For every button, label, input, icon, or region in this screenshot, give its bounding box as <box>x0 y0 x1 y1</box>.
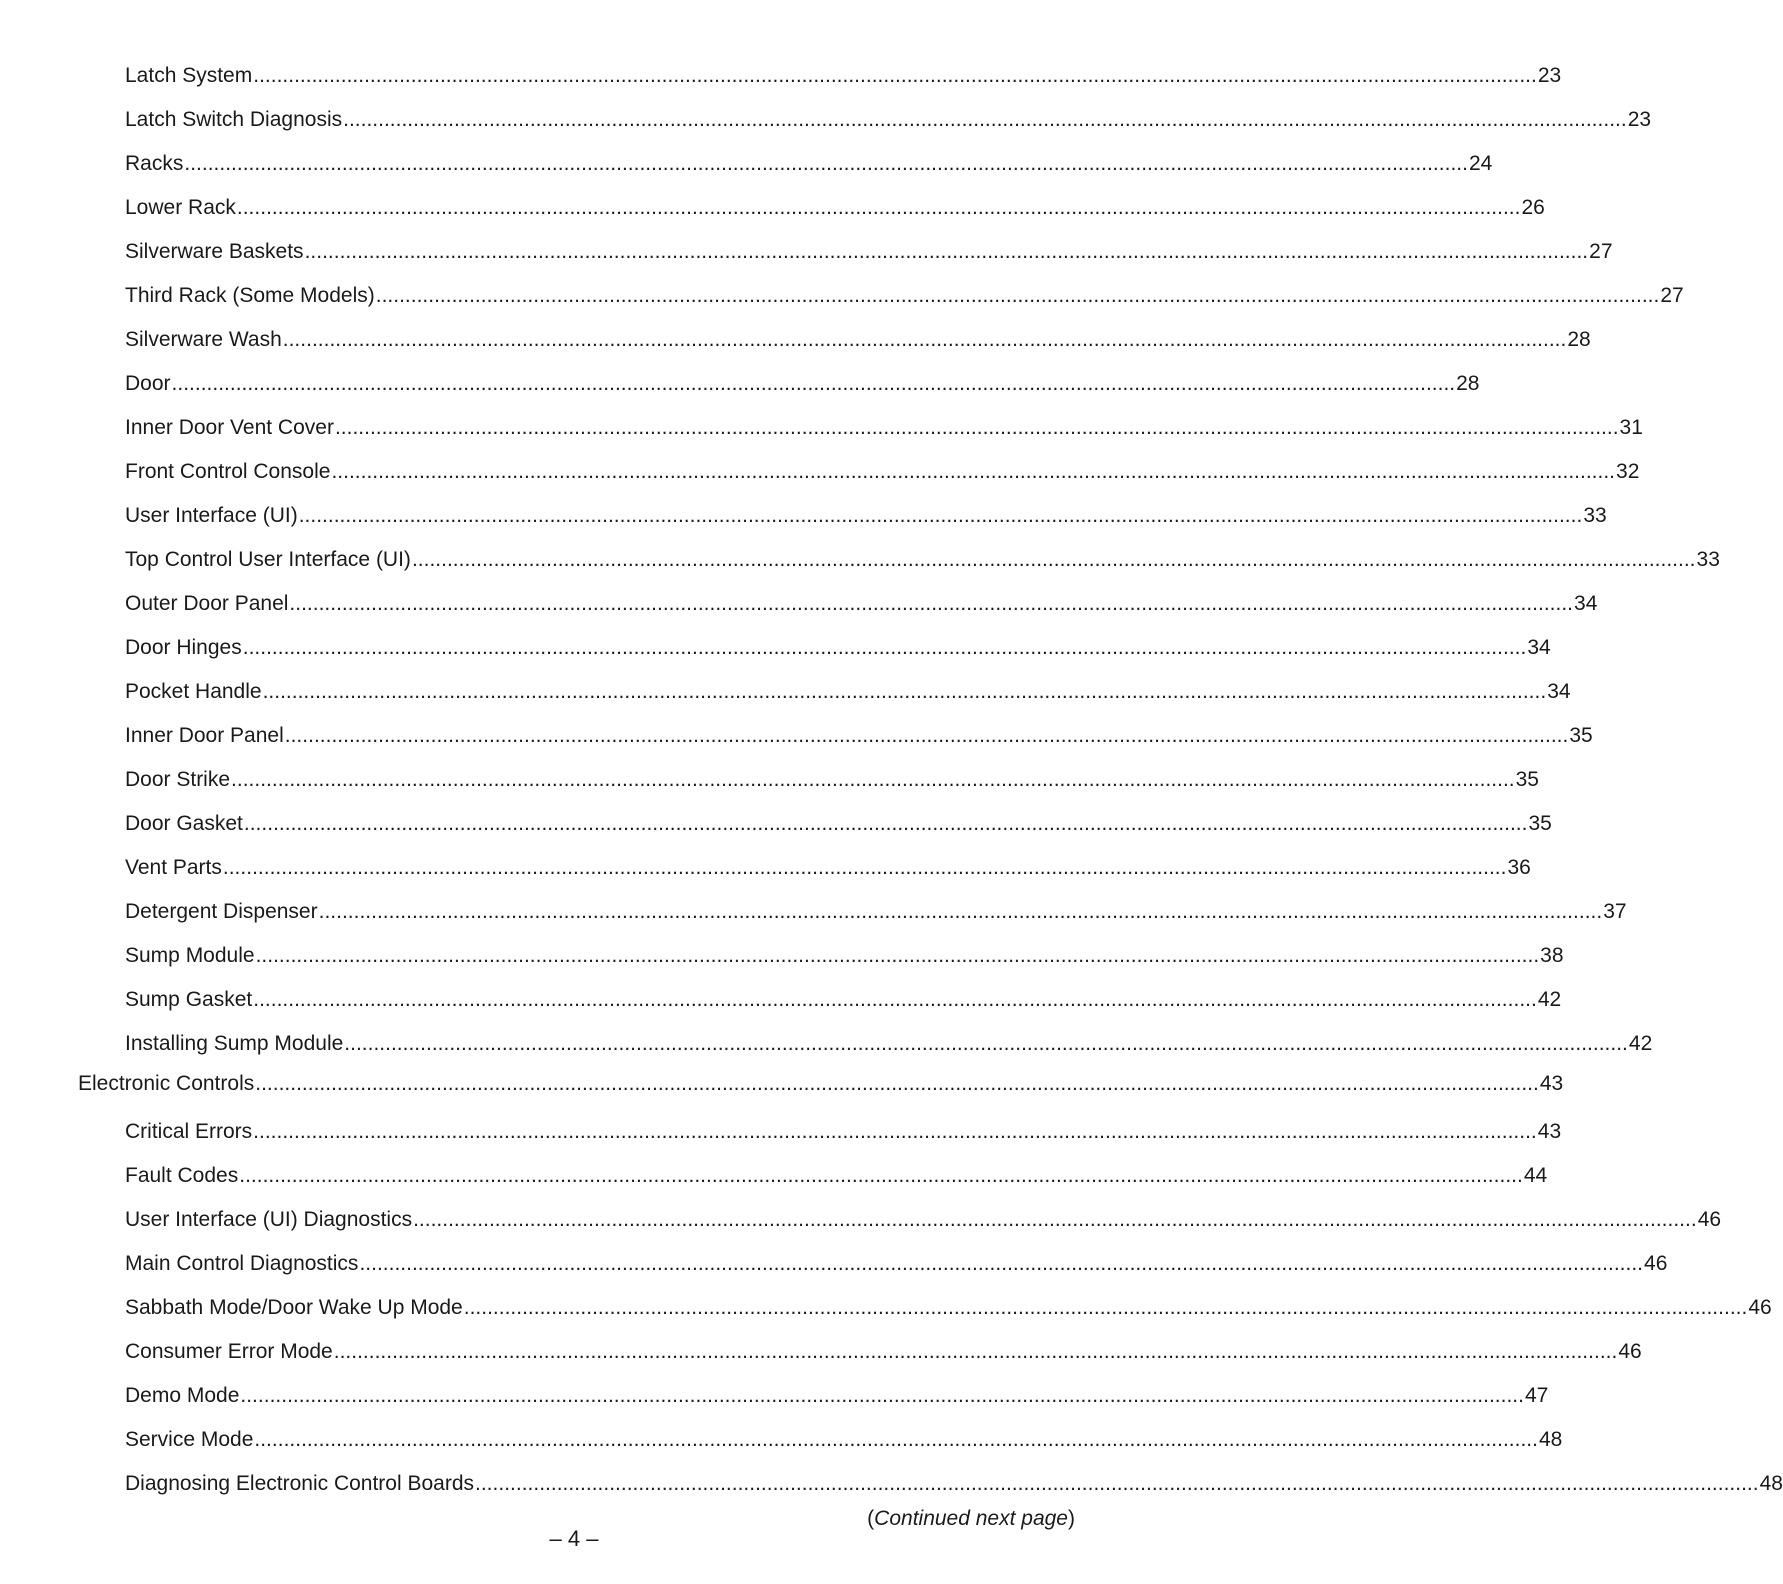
toc-entry-title: Lower Rack <box>125 196 236 219</box>
toc-entry-page: 33 <box>1583 504 1607 527</box>
toc-entry-page: 46 <box>1697 1208 1722 1231</box>
continued-text: Continued next page <box>874 1507 1068 1530</box>
toc-entry-title: Racks <box>125 152 184 175</box>
toc-entry-title: Pocket Handle <box>125 680 262 703</box>
toc-entry-page: 37 <box>1603 900 1627 923</box>
dot-leader: ............................................................................................................................................................................................................................ <box>375 284 1660 307</box>
toc-entry-title: Detergent Dispenser <box>125 900 318 923</box>
toc-entry[interactable] <box>125 457 1640 487</box>
toc-entry-page: 26 <box>1521 196 1545 219</box>
toc-entry[interactable] <box>125 1249 1668 1279</box>
toc-entry-title: Vent Parts <box>125 856 222 879</box>
toc-entry-page: 32 <box>1616 460 1640 483</box>
toc-entry[interactable] <box>125 193 1545 223</box>
toc-entry-title: Fault Codes <box>125 1164 239 1187</box>
toc-entry-title: Door Hinges <box>125 636 242 659</box>
toc-entry-title: Door Gasket <box>125 812 243 835</box>
toc-entry[interactable] <box>125 985 1562 1015</box>
toc-entry-page: 34 <box>1547 680 1571 703</box>
dot-leader: ............................................................................................................................................................................................................................ <box>413 1208 1697 1231</box>
toc-entry-title: Service Mode <box>125 1428 254 1451</box>
dot-leader: ............................................................................................................................................................................................................................ <box>253 1120 1537 1143</box>
toc-entry[interactable] <box>125 61 1562 91</box>
toc-entry-title: Sump Gasket <box>125 988 253 1011</box>
toc-entry-title: Top Control User Interface (UI) <box>125 548 411 571</box>
toc-entry-page: 28 <box>1456 372 1480 395</box>
toc-entry-page: 46 <box>1618 1340 1642 1363</box>
toc-entry-page: 35 <box>1528 812 1552 835</box>
toc-entry-page: 35 <box>1569 724 1593 747</box>
dot-leader: ............................................................................................................................................................................................................................ <box>318 900 1603 923</box>
toc-entry-page: 38 <box>1540 944 1564 967</box>
toc-entry[interactable] <box>125 941 1564 971</box>
toc-entry[interactable] <box>125 721 1593 751</box>
toc-entry[interactable] <box>125 1337 1642 1367</box>
dot-leader: ............................................................................................................................................................................................................................ <box>463 1296 1748 1319</box>
toc-entry[interactable] <box>125 1293 1772 1323</box>
dot-leader: ............................................................................................................................................................................................................................ <box>242 636 1527 659</box>
dot-leader: ............................................................................................................................................................................................................................ <box>331 460 1616 483</box>
dot-leader: ............................................................................................................................................................................................................................ <box>253 988 1537 1011</box>
dot-leader: ............................................................................................................................................................................................................................ <box>344 1032 1628 1055</box>
toc-entry-page: 28 <box>1567 328 1591 351</box>
toc-entry-title: Electronic Controls <box>78 1072 255 1095</box>
toc-entry-title: Latch System <box>125 64 253 87</box>
toc-entry-title: Third Rack (Some Models) <box>125 284 375 307</box>
dot-leader: ............................................................................................................................................................................................................................ <box>343 108 1627 131</box>
toc-entry-title: Silverware Baskets <box>125 240 304 263</box>
toc-entry-page: 43 <box>1539 1072 1564 1095</box>
toc-entry-title: Door <box>125 372 171 395</box>
toc-entry-page: 44 <box>1523 1164 1548 1187</box>
toc-entry[interactable] <box>125 765 1539 795</box>
toc-entry[interactable] <box>125 281 1684 311</box>
toc-entry-page: 35 <box>1515 768 1539 791</box>
toc-entry[interactable] <box>125 1161 1548 1191</box>
toc-entry-title: Silverware Wash <box>125 328 282 351</box>
dot-leader: ............................................................................................................................................................................................................................ <box>282 328 1567 351</box>
dot-leader: ............................................................................................................................................................................................................................ <box>262 680 1547 703</box>
toc-entry-title: Front Control Console <box>125 460 331 483</box>
toc-entry-page: 47 <box>1524 1384 1549 1407</box>
dot-leader: ............................................................................................................................................................................................................................ <box>411 548 1696 571</box>
dot-leader: ............................................................................................................................................................................................................................ <box>255 1072 1539 1095</box>
toc-entry-page: 43 <box>1537 1120 1562 1143</box>
toc-entry[interactable] <box>125 501 1607 531</box>
dot-leader: ............................................................................................................................................................................................................................ <box>304 240 1589 263</box>
toc-entry-title: Inner Door Panel <box>125 724 284 747</box>
toc-entry-page: 27 <box>1660 284 1684 307</box>
toc-entry-page: 48 <box>1759 1472 1783 1495</box>
toc-entry-page: 46 <box>1644 1252 1668 1275</box>
toc-entry[interactable] <box>125 1029 1653 1059</box>
toc-entry-title: Main Control Diagnostics <box>125 1252 359 1275</box>
toc-entry[interactable] <box>125 237 1613 267</box>
toc-entry[interactable] <box>125 1381 1549 1411</box>
dot-leader: ............................................................................................................................................................................................................................ <box>284 724 1569 747</box>
dot-leader: ............................................................................................................................................................................................................................ <box>289 592 1574 615</box>
dot-leader: ............................................................................................................................................................................................................................ <box>243 812 1528 835</box>
toc-entry-page: 24 <box>1468 152 1493 175</box>
toc-entry[interactable] <box>125 897 1627 927</box>
toc-entry-page: 36 <box>1507 856 1531 879</box>
dot-leader: ............................................................................................................................................................................................................................ <box>240 1384 1524 1407</box>
toc-entry[interactable] <box>125 149 1493 179</box>
toc-entry[interactable] <box>125 325 1591 355</box>
page-number: – 4 – <box>549 1526 599 1551</box>
toc-entry[interactable] <box>125 1205 1722 1235</box>
toc-entry-title: Demo Mode <box>125 1384 240 1407</box>
toc-entry-page: 48 <box>1538 1428 1563 1451</box>
toc-entry-title: Sabbath Mode/Door Wake Up Mode <box>125 1296 463 1319</box>
toc-entry[interactable] <box>125 105 1652 135</box>
toc-entry[interactable] <box>125 1469 1783 1499</box>
toc-entry[interactable] <box>125 1425 1563 1455</box>
dot-leader: ............................................................................................................................................................................................................................ <box>222 856 1507 879</box>
toc-entry-page: 23 <box>1627 108 1652 131</box>
dot-leader: ............................................................................................................................................................................................................................ <box>334 416 1619 439</box>
toc-entry[interactable] <box>125 633 1551 663</box>
toc-entry-title: User Interface (UI) Diagnostics <box>125 1208 413 1231</box>
toc-entry-title: Outer Door Panel <box>125 592 289 615</box>
dot-leader: ............................................................................................................................................................................................................................ <box>255 944 1540 967</box>
toc-entry[interactable] <box>125 545 1720 575</box>
toc-entry-page: 46 <box>1748 1296 1772 1319</box>
dot-leader: ............................................................................................................................................................................................................................ <box>236 196 1521 219</box>
toc-entry[interactable] <box>125 369 1480 399</box>
toc-entry[interactable] <box>125 853 1531 883</box>
toc-entry[interactable] <box>125 413 1643 443</box>
dot-leader: ............................................................................................................................................................................................................................ <box>184 152 1468 175</box>
toc-entry[interactable] <box>125 809 1552 839</box>
toc-entry-title: Installing Sump Module <box>125 1032 344 1055</box>
dot-leader: ............................................................................................................................................................................................................................ <box>475 1472 1759 1495</box>
dot-leader: ............................................................................................................................................................................................................................ <box>359 1252 1644 1275</box>
toc-entry-page: 27 <box>1589 240 1613 263</box>
dot-leader: ............................................................................................................................................................................................................................ <box>333 1340 1618 1363</box>
toc-entry-title: Sump Module <box>125 944 255 967</box>
dot-leader: ............................................................................................................................................................................................................................ <box>254 1428 1538 1451</box>
dot-leader: ............................................................................................................................................................................................................................ <box>253 64 1537 87</box>
dot-leader: ............................................................................................................................................................................................................................ <box>239 1164 1523 1187</box>
toc-entry-title: Consumer Error Mode <box>125 1340 333 1363</box>
dot-leader: ............................................................................................................................................................................................................................ <box>231 768 1515 791</box>
toc-entry-page: 42 <box>1537 988 1562 1011</box>
toc-entry-title: Latch Switch Diagnosis <box>125 108 343 131</box>
toc-entry-page: 23 <box>1537 64 1562 87</box>
toc-entry-title: Door Strike <box>125 768 231 791</box>
toc-entry-page: 31 <box>1619 416 1643 439</box>
toc-entry[interactable] <box>125 1117 1562 1147</box>
toc-entry-title: Critical Errors <box>125 1120 253 1143</box>
toc-entry-page: 34 <box>1527 636 1551 659</box>
toc-entry-title: User Interface (UI) <box>125 504 298 527</box>
toc-entry-page: 42 <box>1628 1032 1653 1055</box>
toc-entry-page: 33 <box>1696 548 1720 571</box>
continued-close: ) <box>1068 1507 1075 1530</box>
dot-leader: ............................................................................................................................................................................................................................ <box>171 372 1456 395</box>
dot-leader: ............................................................................................................................................................................................................................ <box>298 504 1583 527</box>
toc-section-entry[interactable] <box>78 1069 1564 1099</box>
continued-open: ( <box>867 1507 875 1530</box>
toc-entry-page: 34 <box>1574 592 1598 615</box>
toc-entry[interactable] <box>125 677 1571 707</box>
toc-entry-title: Diagnosing Electronic Control Boards <box>125 1472 475 1495</box>
toc-entry-title: Inner Door Vent Cover <box>125 416 334 439</box>
toc-entry[interactable] <box>125 589 1598 619</box>
